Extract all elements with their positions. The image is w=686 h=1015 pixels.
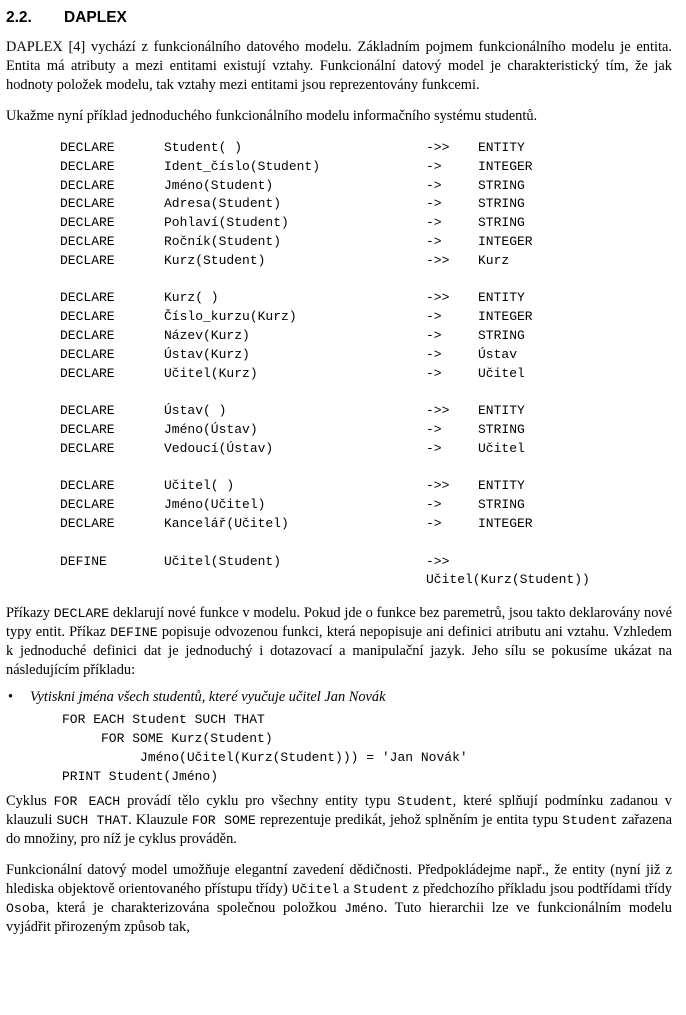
text-run: Funkcionální datový model umožňuje elegantní zavedení dědičnosti. Předpokládejme např., že entity (nyní již z hlediska objektově orientovaného přístupu třídy): [6, 862, 672, 898]
decl-arrow: ->>: [426, 478, 450, 494]
decl-arrow: ->: [426, 365, 442, 381]
code-line: FOR SOME Kurz(Student): [62, 730, 273, 746]
decl-row: [60, 346, 590, 365]
decl-arrow: ->: [426, 196, 442, 212]
decl-type: STRING: [478, 497, 525, 513]
decl-type: ENTITY: [478, 478, 525, 494]
declaration-listing: [60, 139, 590, 590]
code-keyword: DECLARE: [53, 606, 110, 622]
decl-row: [60, 233, 590, 252]
code-keyword: Učitel: [291, 882, 340, 898]
code-line: Jméno(Učitel(Kurz(Student))) = 'Jan Novák': [62, 749, 468, 765]
code-keyword: Student: [562, 813, 618, 829]
decl-row: [60, 214, 590, 233]
text-run: a: [339, 881, 354, 898]
bullet-dot: •: [8, 689, 14, 706]
decl-spacer: [60, 459, 590, 478]
decl-arrow: ->: [426, 309, 442, 325]
decl-function: Ident_číslo(Student): [164, 158, 321, 174]
decl-type: Učitel: [478, 440, 525, 456]
code-keyword: DEFINE: [110, 625, 158, 641]
decl-function: Ročník(Student): [164, 233, 282, 249]
decl-arrow: ->>: [426, 290, 450, 306]
bullet-item: [8, 688, 672, 707]
decl-keyword: DECLARE: [60, 497, 115, 513]
code-line: PRINT Student(Jméno): [62, 768, 219, 784]
decl-row: [60, 496, 590, 515]
decl-arrow: ->: [426, 440, 442, 456]
decl-arrow: ->: [426, 215, 442, 231]
section-number: 2.2.: [6, 9, 32, 26]
decl-keyword: DECLARE: [60, 421, 115, 437]
decl-arrow: ->>: [426, 553, 450, 569]
decl-arrow: ->: [426, 346, 442, 362]
define-result-row: [60, 571, 590, 590]
decl-function: Ústav(Kurz): [164, 346, 250, 362]
intro-paragraph: DAPLEX [4] vychází z funkcionálního datového modelu. Základním pojmem funkcionálního modelu je entita. Entita má atributy a mezi entitami existují vztahy. Funkcionální datový model je charakteristický tím, že jak hodnoty položek modelu, tak vztahy mezi entitami jsou reprezentovány funkcemi.: [6, 39, 672, 93]
decl-row: [60, 402, 590, 421]
decl-arrow: ->: [426, 158, 442, 174]
decl-function: Vedoucí(Ústav): [164, 440, 274, 456]
decl-function: Název(Kurz): [164, 327, 250, 343]
text-run: z předchozího příkladu jsou podtřídami třídy: [408, 881, 672, 898]
decl-arrow: ->: [426, 233, 442, 249]
decl-row: [60, 252, 590, 271]
section-heading: [6, 8, 672, 28]
decl-function: Kurz(Student): [164, 252, 266, 268]
decl-keyword: DECLARE: [60, 478, 115, 494]
decl-type: INTEGER: [478, 309, 533, 325]
decl-arrow: ->: [426, 515, 442, 531]
text-run: reprezentuje predikát, jehož splněním je entita typu: [255, 812, 563, 829]
decl-type: INTEGER: [478, 158, 533, 174]
section-title: DAPLEX: [64, 9, 127, 26]
decl-row: [60, 440, 590, 459]
inheritance-paragraph: [6, 861, 672, 937]
decl-function: Student( ): [164, 140, 243, 155]
text-run: deklarují nové funkce v modelu. Pokud jde o funkce bez paremetrů, jsou takto deklarovány nové typy entit. Příkaz: [6, 605, 673, 641]
text-run: , které splňují podmínku zadanou v klauzuli: [6, 793, 672, 829]
bullet-text: Vytiskni jména všech studentů, které vyučuje učitel Jan Novák: [30, 689, 386, 706]
decl-arrow: ->>: [426, 403, 450, 419]
code-line: FOR EACH Student SUCH THAT: [62, 712, 265, 728]
decl-keyword: DECLARE: [60, 515, 115, 531]
decl-row: [60, 177, 590, 196]
decl-spacer: [60, 271, 590, 290]
decl-type: STRING: [478, 177, 525, 193]
decl-keyword: DEFINE: [60, 553, 107, 569]
decl-keyword: DECLARE: [60, 196, 115, 212]
decl-keyword: DECLARE: [60, 290, 115, 306]
code-keyword: SUCH THAT: [56, 813, 129, 829]
decl-function: Adresa(Student): [164, 196, 282, 212]
decl-type: ENTITY: [478, 290, 525, 306]
text-run: popisuje odvozenou funkci, která nepopisuje ani definici atributu ani vztahu. Vzhledem k jednoduché definici dat je jednoduchý i dotazovací a manipulační jazyk. Jeho sílu se pokusíme ukázat na následujícím příkladu:: [6, 624, 672, 679]
declare-paragraph: [6, 604, 672, 680]
decl-row: [60, 195, 590, 214]
decl-row: [60, 327, 590, 346]
decl-keyword: DECLARE: [60, 309, 115, 325]
code-keyword: Student: [353, 882, 409, 898]
decl-type: Učitel: [478, 365, 525, 381]
decl-type: INTEGER: [478, 233, 533, 249]
decl-row: [60, 158, 590, 177]
cycle-paragraph: [6, 792, 672, 849]
decl-function: Učitel(Kurz): [164, 365, 258, 381]
decl-type: INTEGER: [478, 515, 533, 531]
decl-keyword: DECLARE: [60, 403, 115, 419]
decl-spacer: [60, 534, 590, 553]
text-run: . Klauzule: [128, 812, 192, 829]
decl-arrow: ->>: [426, 140, 450, 155]
example-intro-paragraph: Ukažme nyní příklad jednoduchého funkcionálního modelu informačního systému studentů.: [6, 108, 538, 124]
decl-keyword: DECLARE: [60, 327, 115, 343]
decl-type: STRING: [478, 215, 525, 231]
code-keyword: FOR EACH: [53, 794, 121, 810]
decl-function: Jméno(Učitel): [164, 497, 266, 513]
decl-row: [60, 421, 590, 440]
text-run: zařazena do množiny, pro níž je cyklus prováděn.: [6, 812, 673, 848]
decl-function: Ústav( ): [164, 403, 227, 419]
decl-row: [60, 308, 590, 327]
decl-spacer: [60, 383, 590, 402]
text-run: , která je charakterizována společnou položkou: [45, 900, 345, 917]
decl-keyword: DECLARE: [60, 440, 115, 456]
decl-row: [60, 139, 590, 158]
decl-arrow: ->: [426, 421, 442, 437]
code-keyword: Jméno: [344, 901, 384, 917]
code-keyword: FOR SOME: [191, 813, 256, 829]
decl-row: [60, 365, 590, 384]
decl-function: Jméno(Ústav): [164, 421, 258, 437]
decl-type: ENTITY: [478, 403, 525, 419]
decl-keyword: DECLARE: [60, 365, 115, 381]
decl-type: ENTITY: [478, 140, 525, 155]
decl-arrow: ->: [426, 497, 442, 513]
decl-function: Učitel( ): [164, 478, 235, 494]
decl-arrow: ->: [426, 327, 442, 343]
code-keyword: Student: [397, 794, 453, 810]
decl-function: Učitel(Student): [164, 553, 282, 569]
decl-function: Kancelář(Učitel): [164, 515, 289, 531]
decl-keyword: DECLARE: [60, 140, 115, 155]
decl-keyword: DECLARE: [60, 252, 115, 268]
code-keyword: Osoba: [6, 901, 46, 917]
decl-row: [60, 553, 590, 572]
decl-keyword: DECLARE: [60, 346, 115, 362]
decl-arrow: ->: [426, 177, 442, 193]
decl-function: Jméno(Student): [164, 177, 274, 193]
decl-keyword: DECLARE: [60, 177, 115, 193]
decl-row: [60, 477, 590, 496]
decl-type: STRING: [478, 421, 525, 437]
decl-row: [60, 515, 590, 534]
decl-arrow: ->>: [426, 252, 450, 268]
decl-keyword: DECLARE: [60, 233, 115, 249]
define-result: Učitel(Kurz(Student)): [426, 572, 590, 588]
decl-type: Ústav: [478, 346, 518, 362]
decl-row: [60, 289, 590, 308]
text-run: provádí tělo cyklu pro všechny entity typu: [120, 793, 398, 810]
text-run: . Tuto hierarchii lze ve funkcionálním modelu vyjádřit přirozeným způsob tak,: [6, 900, 672, 936]
decl-type: [478, 553, 590, 572]
decl-type: STRING: [478, 196, 525, 212]
text-run: Cyklus: [6, 793, 54, 810]
decl-type: STRING: [478, 327, 525, 343]
text-run: Příkazy: [6, 605, 54, 622]
decl-type: Kurz: [478, 252, 510, 268]
query-code-block: [62, 711, 672, 786]
decl-function: Číslo_kurzu(Kurz): [164, 309, 297, 325]
decl-function: Kurz( ): [164, 290, 219, 306]
decl-keyword: DECLARE: [60, 215, 115, 231]
decl-keyword: DECLARE: [60, 158, 115, 174]
decl-function: Pohlaví(Student): [164, 215, 289, 231]
